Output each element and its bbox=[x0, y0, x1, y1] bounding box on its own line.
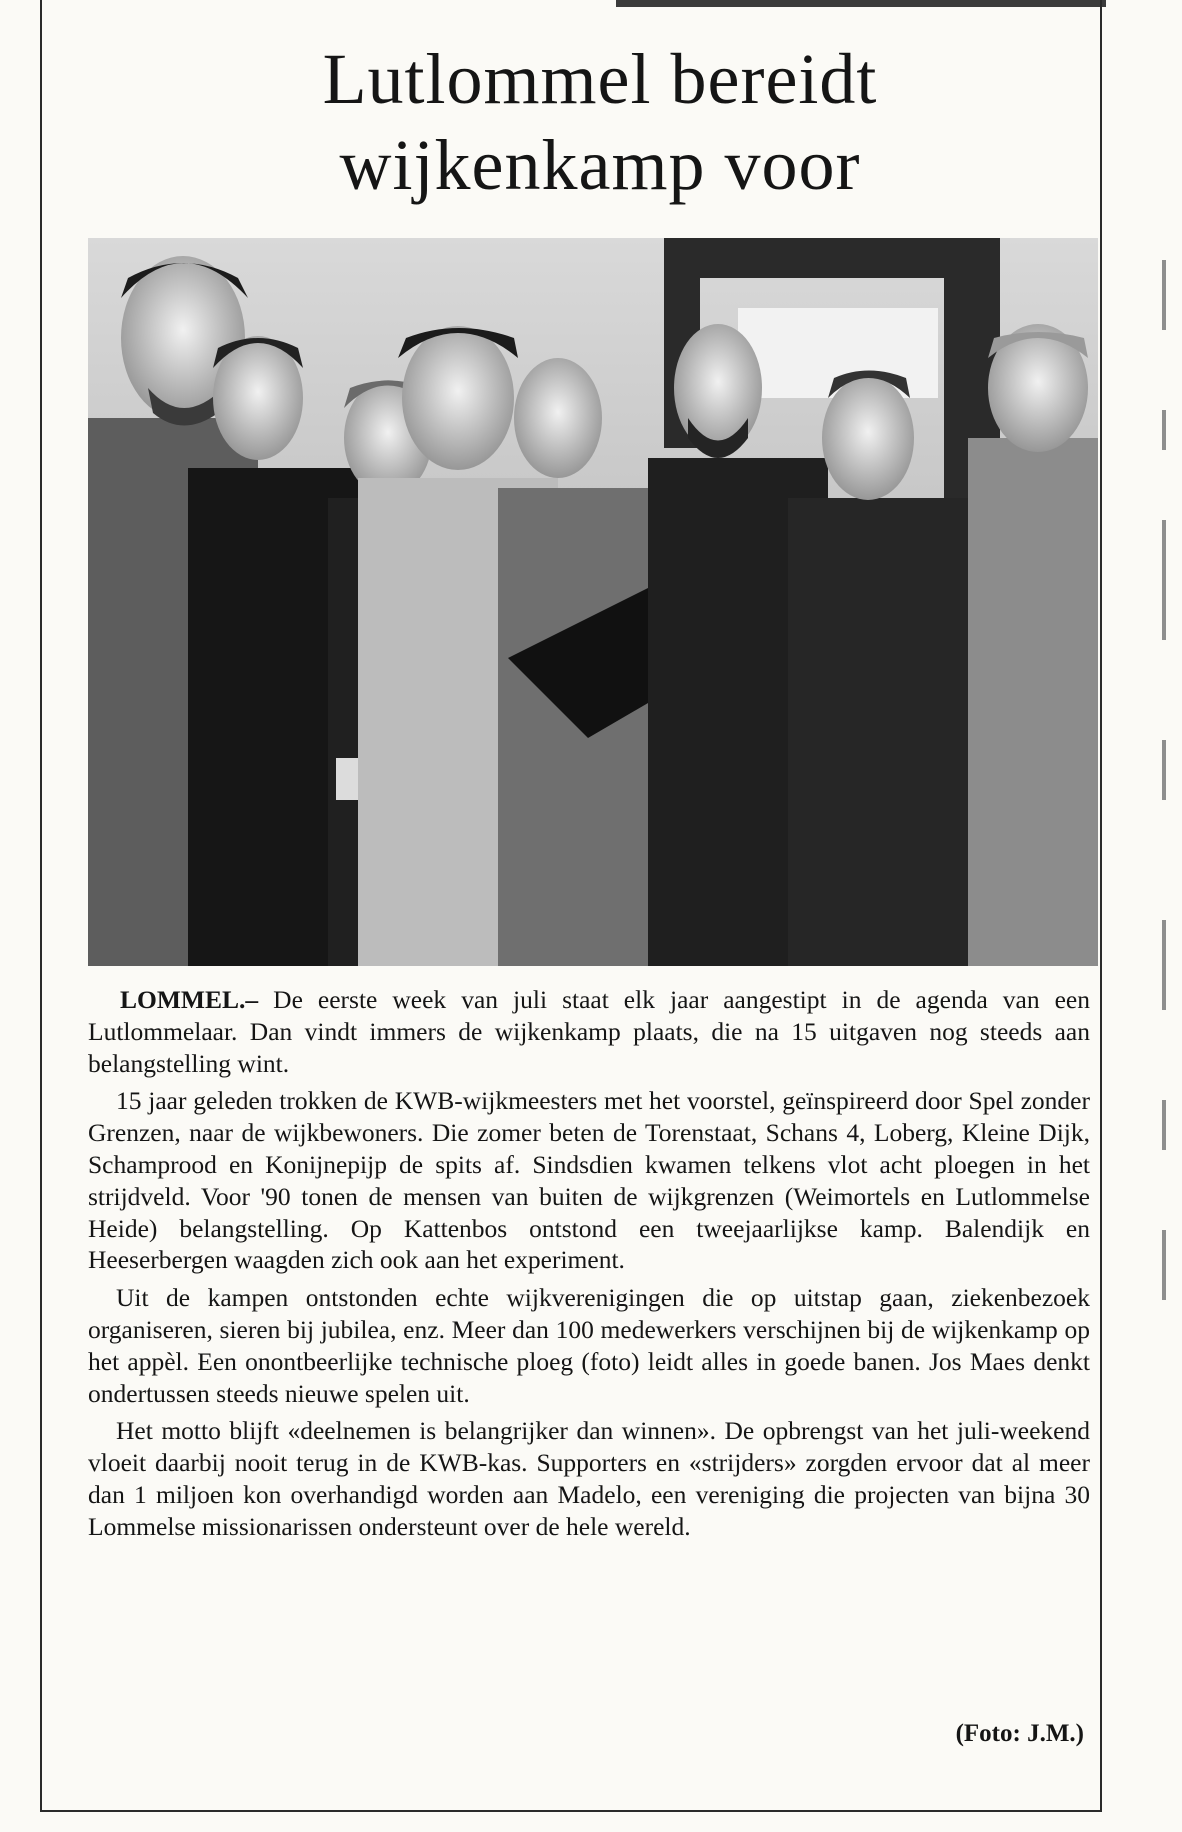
headline-line-2: wijkenkamp voor bbox=[339, 125, 861, 205]
article-paragraph-3: Uit de kampen ontstonden echte wijkverenigingen die op uitstap gaan, ziekenbezoek organiseren, sieren bij jubilea, enz. Meer dan 100 medewerkers verschijnen bij de wijkenkamp op het appèl. Een onontbeerlijke technische ploeg (foto) leidt alles in goede banen. Jos Maes denkt ondertussen steeds nieuwe spelen uit. bbox=[88, 1283, 1090, 1408]
headline bbox=[120, 36, 1080, 208]
group-photo bbox=[88, 238, 1098, 966]
paragraph-1-text: De eerste week van juli staat elk jaar aangestipt in de agenda van een Lutlommelaar. Dan vindt immers de wijkenkamp plaats, die na 15 uitgaven nog steeds aan belangstelling wint. bbox=[88, 985, 1091, 1078]
group-photo-illustration bbox=[88, 238, 1098, 966]
adjacent-column-edge bbox=[1162, 220, 1166, 1320]
article-paragraph-1 bbox=[88, 984, 1090, 1079]
article-paragraph-4: Het motto blijft «deelnemen is belangrijker dan winnen». De opbrengst van het juli-weekend vloeit daarbij nooit terug in de KWB-kas. Supporters en «strijders» zorgden ervoor dat al meer dan 1 miljoen kon overhandigd worden aan Madelo, een vereniging die projecten van bijna 30 Lommelse missionarissen ondersteunt over de hele wereld. bbox=[88, 1416, 1090, 1541]
photo-credit: (Foto: J.M.) bbox=[955, 1720, 1084, 1747]
dateline: LOMMEL.– bbox=[120, 985, 259, 1014]
article-body bbox=[88, 984, 1090, 1549]
article-paragraph-2: 15 jaar geleden trokken de KWB-wijkmeesters met het voorstel, geïnspireerd door Spel zonder Grenzen, naar de wijkbewoners. Die zomer beten de Torenstaat, Schans 4, Loberg, Kleine Dijk, Schamprood en Konijnepijp de spits af. Sindsdien kwamen telkens vlot acht ploegen in het strijdveld. Voor '90 tonen de mensen van buiten de wijkgrenzen (Weimortels en Lutlommelse Heide) belangstelling. Op Kattenbos ontstond een tweejaarlijkse kamp. Balendijk en Heeserbergen waagden zich ook aan het experiment. bbox=[88, 1086, 1090, 1275]
headline-line-1: Lutlommel bereidt bbox=[322, 39, 878, 119]
